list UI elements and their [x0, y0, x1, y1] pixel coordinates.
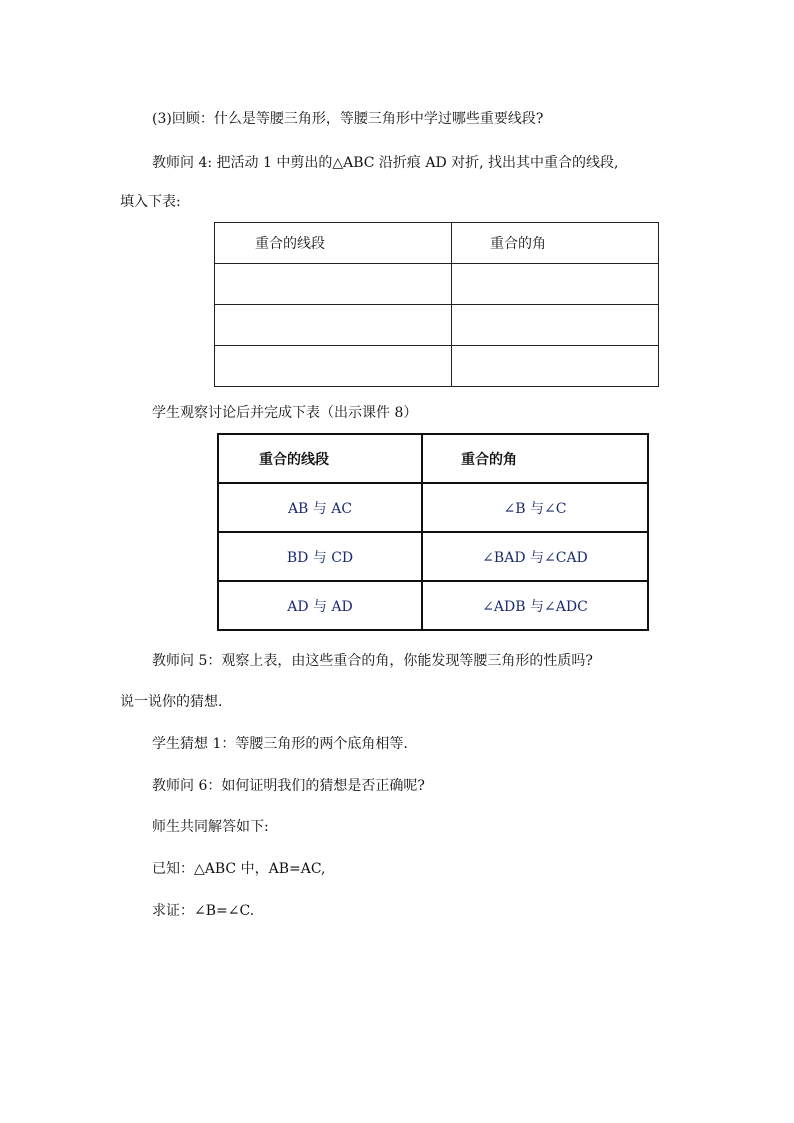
- table-row: [215, 305, 659, 346]
- teacher-question-5-cont: 说一说你的猜想.: [120, 694, 223, 710]
- prove-statement: 求证：∠B=∠C.: [152, 903, 255, 919]
- joint-solution-intro: 师生共同解答如下:: [152, 819, 269, 835]
- header-angles: 重合的角: [422, 434, 648, 483]
- angle-cell: ∠B 与∠C: [422, 483, 648, 532]
- header-segments: 重合的线段: [215, 223, 452, 264]
- table-row: [215, 264, 659, 305]
- review-question: (3)回顾：什么是等腰三角形，等腰三角形中学过哪些重要线段?: [152, 111, 544, 127]
- table-cell: [215, 264, 452, 305]
- segment-cell: AD 与 AD: [218, 581, 422, 630]
- student-conjecture-1: 学生猜想 1：等腰三角形的两个底角相等.: [152, 736, 408, 752]
- teacher-question-5: 教师问 5：观察上表，由这些重合的角，你能发现等腰三角形的性质吗?: [152, 653, 593, 669]
- table-row: [218, 483, 648, 532]
- segment-cell: AB 与 AC: [218, 483, 422, 532]
- table-row: [215, 346, 659, 387]
- segment-cell: BD 与 CD: [218, 532, 422, 581]
- angle-cell: ∠BAD 与∠CAD: [422, 532, 648, 581]
- table-header-row: [218, 434, 648, 483]
- filled-table: [217, 433, 649, 631]
- student-discussion: 学生观察讨论后并完成下表（出示课件 8）: [152, 405, 418, 421]
- table-cell: [215, 305, 452, 346]
- table-cell: [215, 346, 452, 387]
- table-row: [218, 532, 648, 581]
- angle-cell: ∠ADB 与∠ADC: [422, 581, 648, 630]
- teacher-question-4-cont: 填入下表:: [120, 194, 181, 210]
- blank-table: [214, 222, 659, 387]
- header-angles: 重合的角: [452, 223, 659, 264]
- table-cell: [452, 305, 659, 346]
- teacher-question-4: 教师问 4: 把活动 1 中剪出的△ABC 沿折痕 AD 对折, 找出其中重合的线段,: [152, 155, 619, 171]
- teacher-question-6: 教师问 6：如何证明我们的猜想是否正确呢?: [152, 778, 425, 794]
- table-header-row: [215, 223, 659, 264]
- table-row: [218, 581, 648, 630]
- table-cell: [452, 346, 659, 387]
- given-statement: 已知：△ABC 中，AB=AC,: [152, 861, 326, 877]
- header-segments: 重合的线段: [218, 434, 422, 483]
- table-cell: [452, 264, 659, 305]
